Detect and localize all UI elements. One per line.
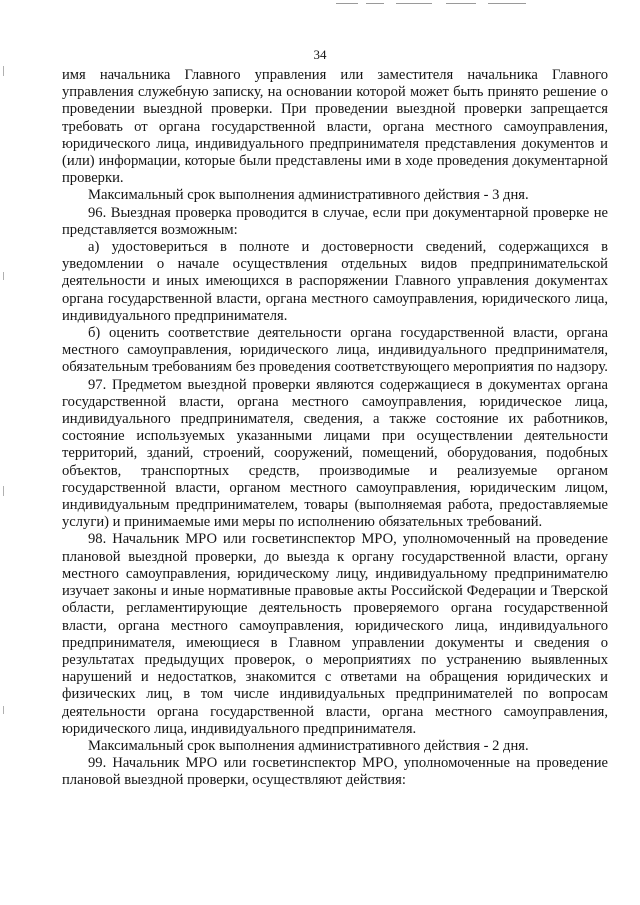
paragraph-96-a: а) удостовериться в полноте и достоверности сведений, содержащихся в уведомлении о начале осуществления отдельных видов предпринимательской деятельности и иных имеющихся в распоряжении Главного управления документах органа государственной власти, органа местного самоуправления, юридического лица, индивидуального предпринимателя. xyxy=(62,239,608,324)
paragraph-deadline-3-days: Максимальный срок выполнения административного действия - 3 дня. xyxy=(88,187,529,204)
paragraph-96: 96. Выездная проверка проводится в случае, если при документарной проверке не представляется возможным: xyxy=(62,204,608,238)
paragraph-deadline-2-days: Максимальный срок выполнения административного действия - 2 дня. xyxy=(88,737,529,754)
page-number: 34 xyxy=(313,47,327,62)
paragraph-97: 97. Предметом выездной проверки являются содержащиеся в документах органа государственной власти, органа местного самоуправления, юридическое лица, индивидуального предпринимателя, сведения, а также состояние их работников, состояние используемых указанными лицами при осуществлении деятельности территорий, зданий, строений, сооружений, помещений, оборудования, подобных объектов, транспортных средств, производимые и реализуемые органом государственной власти, органом местного самоуправления, юридическим лицом, индивидуальным предпринимателем, товары (выполняемая работа, предоставляемые услуги) и принимаемые ими меры по исполнению обязательных требований. xyxy=(62,376,608,531)
document-body xyxy=(62,67,608,790)
scan-artifact-top xyxy=(336,3,526,5)
paragraph-99: 99. Начальник МРО или госветинспектор МРО, уполномоченные на проведение плановой выездной проверки, осуществляют действия: xyxy=(62,755,608,789)
paragraph-98: 98. Начальник МРО или госветинспектор МРО, уполномоченный на проведение плановой выездной проверки, до выезда к органу государственной власти, органу местного самоуправления, юридическому лицу, индивидуальному предпринимателю изучает законы и иные нормативные правовые акты Российской Федерации и Тверской области, регламентирующие деятельность проверяемого органа государственной власти, органа местного самоуправления, юридического лица, индивидуального предпринимателя, имеющиеся в Главном управлении документы и сведения о результатах предыдущих проверок, о мероприятиях по устранению выявленных нарушений и недостатков, знакомится с ответами на обращения юридических и физических лиц, в том числе индивидуальных предпринимателей по вопросам деятельности органа государственной власти, органа местного самоуправления, юридического лица, индивидуального предпринимателя. xyxy=(62,531,608,737)
scan-artifact-left-margin xyxy=(0,0,8,905)
paragraph-96-b: б) оценить соответствие деятельности органа государственной власти, органа местного самоуправления, юридического лица, индивидуального предпринимателя, обязательным требованиям без проведения соответствующего мероприятия по надзору. xyxy=(62,325,608,376)
paragraph-continuation: имя начальника Главного управления или заместителя начальника Главного управления служебную записку, на основании которой может быть принято решение о проведении выездной проверки. При проведении выездной проверки запрещается требовать от органа государственной власти, органа местного самоуправления, юридического лица, индивидуального предпринимателя представления документов и (или) информации, которые были представлены ими в ходе проведения документарной проверки. xyxy=(62,67,608,187)
